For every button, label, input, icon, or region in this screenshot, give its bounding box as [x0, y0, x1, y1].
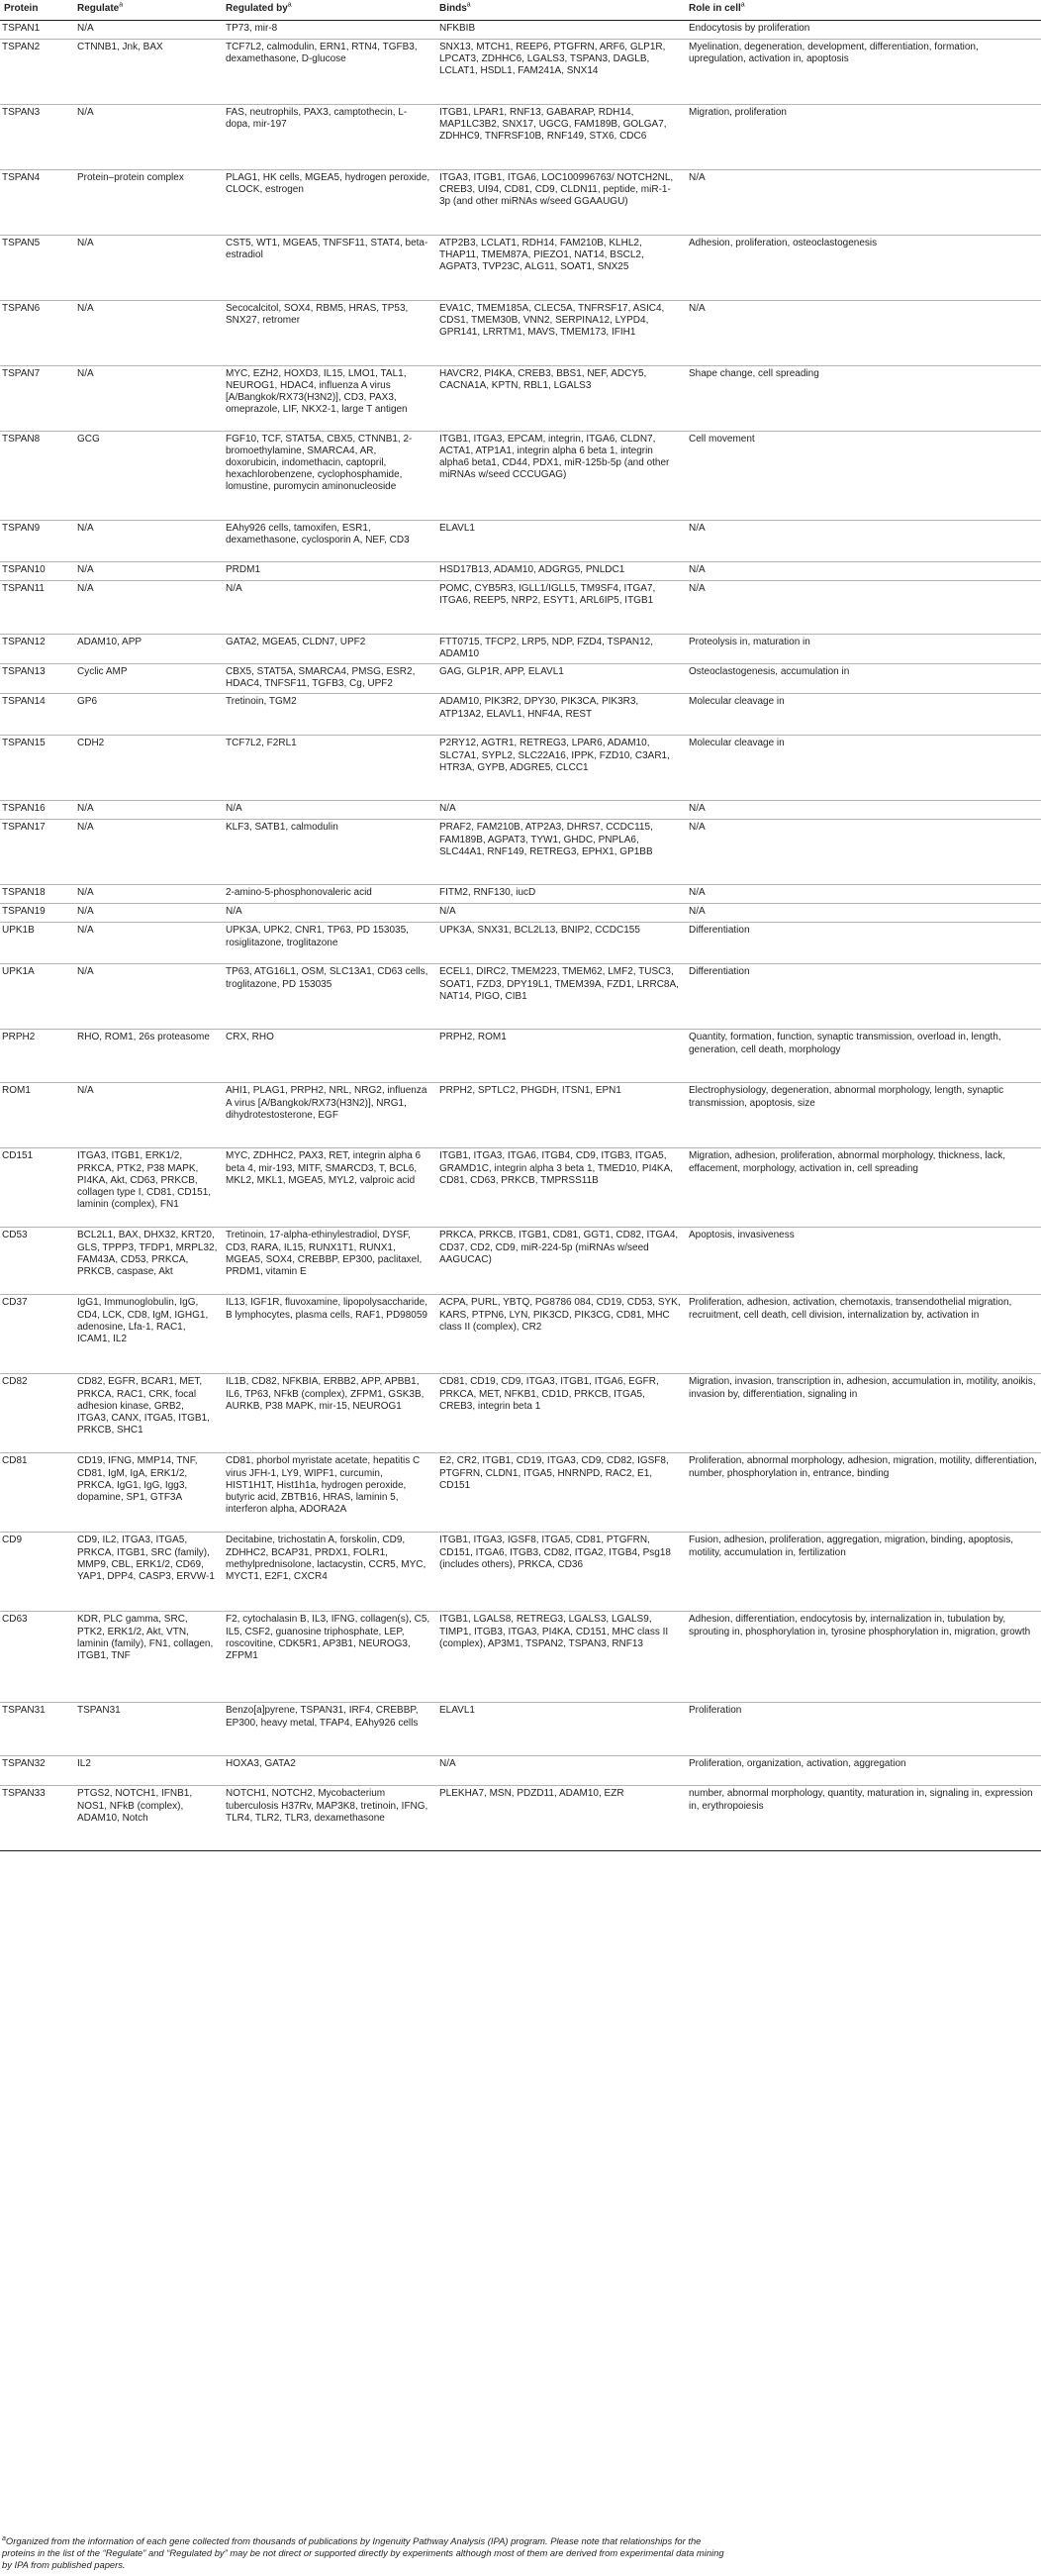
cell-binds: ITGB1, ITGA3, ITGA6, ITGB4, CD9, ITGB3, ITGA5, GRAMD1C, integrin alpha 3 beta 1, TMED10, PI4KA, CD81, CD63, PRKCB, TMPRSS11B	[435, 1148, 685, 1228]
cell-regulate: N/A	[73, 580, 222, 634]
cell-protein: TSPAN17	[0, 820, 73, 885]
cell-protein: TSPAN4	[0, 169, 73, 235]
header-protein: Protein	[0, 0, 73, 20]
cell-binds: P2RY12, AGTR1, RETREG3, LPAR6, ADAM10, SLC7A1, SYPL2, SLC22A16, IPPK, FZD10, C3AR1, HTR3A, GYPB, ADGRE5, CLCC1	[435, 736, 685, 801]
cell-protein: TSPAN12	[0, 634, 73, 663]
header-binds: Binds$^a$	[435, 0, 685, 20]
cell-regulate: N/A	[73, 923, 222, 964]
cell-binds: CD81, CD19, CD9, ITGA3, ITGB1, ITGA6, EGFR, PRKCA, MET, NFKB1, CD1D, PRKCB, ITGA5, CREB3, integrin beta 1	[435, 1374, 685, 1453]
cell-role: Migration, invasion, transcription in, adhesion, accumulation in, motility, anoikis, invasion by, differentiation, signaling in	[685, 1374, 1041, 1453]
cell-binds: N/A	[435, 801, 685, 820]
cell-protein: TSPAN33	[0, 1786, 73, 1851]
cell-regulate: N/A	[73, 964, 222, 1030]
cell-regulate: IL2	[73, 1756, 222, 1786]
header-role-in-cell: Role in cell$^a$	[685, 0, 1041, 20]
cell-protein: TSPAN19	[0, 904, 73, 923]
cell-protein: TSPAN10	[0, 561, 73, 580]
cell-binds: ELAVL1	[435, 1703, 685, 1756]
cell-protein: TSPAN14	[0, 694, 73, 736]
cell-binds: E2, CR2, ITGB1, CD19, ITGA3, CD9, CD82, IGSF8, PTGFRN, CLDN1, ITGA5, HNRNPD, RAC2, E1, CD151	[435, 1453, 685, 1533]
cell-regulated-by: F2, cytochalasin B, IL3, IFNG, collagen(s), C5, IL5, CSF2, guanosine triphosphate, LEP, roscovitine, CDK5R1, AP3B1, NEUROG3, ZFPM1	[222, 1612, 435, 1703]
cell-regulate: TSPAN31	[73, 1703, 222, 1756]
cell-role: N/A	[685, 801, 1041, 820]
table-row	[0, 1228, 1041, 1295]
table-row	[0, 39, 1041, 104]
cell-regulated-by: CRX, RHO	[222, 1030, 435, 1083]
cell-binds: N/A	[435, 1756, 685, 1786]
cell-role: Molecular cleavage in	[685, 736, 1041, 801]
cell-regulated-by: MYC, ZDHHC2, PAX3, RET, integrin alpha 6 beta 4, mir-193, MITF, SMARCD3, T, BCL6, MKL2, MKL1, MGEA5, MYL2, valproic acid	[222, 1148, 435, 1228]
cell-binds: UPK3A, SNX31, BCL2L13, BNIP2, CCDC155	[435, 923, 685, 964]
cell-regulated-by: PRDM1	[222, 561, 435, 580]
cell-regulate: N/A	[73, 235, 222, 300]
cell-regulated-by: FAS, neutrophils, PAX3, camptothecin, L-dopa, mir-197	[222, 104, 435, 169]
cell-regulated-by: AHI1, PLAG1, PRPH2, NRL, NRG2, influenza A virus [A/Bangkok/RX73(H3N2)], NRG1, dihydrotestosterone, EGF	[222, 1083, 435, 1148]
cell-role: Apoptosis, invasiveness	[685, 1228, 1041, 1295]
cell-role: Proliferation, organization, activation, aggregation	[685, 1756, 1041, 1786]
table-footnote	[2, 2535, 734, 2571]
cell-regulated-by: IL1B, CD82, NFKBIA, ERBB2, APP, APBB1, IL6, TP63, NFkB (complex), ZFPM1, GSK3B, AURKB, P38 MAPK, mir-15, NEUROG1	[222, 1374, 435, 1453]
cell-binds: FTT0715, TFCP2, LRP5, NDP, FZD4, TSPAN12, ADAM10	[435, 634, 685, 663]
cell-protein: TSPAN11	[0, 580, 73, 634]
cell-regulated-by: N/A	[222, 801, 435, 820]
cell-binds: ITGB1, ITGA3, IGSF8, ITGA5, CD81, PTGFRN, CD151, ITGA6, ITGB3, CD82, ITGA2, ITGB4, Psg18 (includes others), PRKCA, CD36	[435, 1533, 685, 1612]
cell-role: Endocytosis by proliferation	[685, 20, 1041, 39]
cell-protein: TSPAN7	[0, 365, 73, 431]
cell-role: Differentiation	[685, 964, 1041, 1030]
cell-regulate: N/A	[73, 520, 222, 561]
cell-regulated-by: Benzo[a]pyrene, TSPAN31, IRF4, CREBBP, EP300, heavy metal, TFAP4, EAhy926 cells	[222, 1703, 435, 1756]
cell-protein: TSPAN18	[0, 885, 73, 904]
cell-regulated-by: IL13, IGF1R, fluvoxamine, lipopolysaccharide, B lymphocytes, plasma cells, RAF1, PD98059	[222, 1295, 435, 1374]
cell-binds: ECEL1, DIRC2, TMEM223, TMEM62, LMF2, TUSC3, SOAT1, FZD3, DPY19L1, TMEM39A, FZD1, LRRC8A, NAT14, PIGO, CIB1	[435, 964, 685, 1030]
cell-regulate: KDR, PLC gamma, SRC, PTK2, ERK1/2, Akt, VTN, laminin (family), FN1, collagen, ITGB1, TNF	[73, 1612, 222, 1703]
header-row	[0, 0, 1041, 20]
cell-role: Proliferation	[685, 1703, 1041, 1756]
cell-regulate: N/A	[73, 561, 222, 580]
cell-role: Electrophysiology, degeneration, abnormal morphology, length, synaptic transmission, apoptosis, size	[685, 1083, 1041, 1148]
cell-binds: HAVCR2, PI4KA, CREB3, BBS1, NEF, ADCY5, CACNA1A, KPTN, RBL1, LGALS3	[435, 365, 685, 431]
table-row	[0, 1756, 1041, 1786]
cell-regulate: CD9, IL2, ITGA3, ITGA5, PRKCA, ITGB1, SRC (family), MMP9, CBL, ERK1/2, CD69, YAP1, DPP4, CASP3, ERVW-1	[73, 1533, 222, 1612]
cell-protein: TSPAN9	[0, 520, 73, 561]
cell-binds: PRAF2, FAM210B, ATP2A3, DHRS7, CCDC115, FAM189B, AGPAT3, TYW1, GHDC, PNPLA6, SLC44A1, RNF149, RETREG3, EPHX1, GP1BB	[435, 820, 685, 885]
cell-binds: PRPH2, ROM1	[435, 1030, 685, 1083]
cell-binds: ATP2B3, LCLAT1, RDH14, FAM210B, KLHL2, THAP11, TMEM87A, PIEZO1, NAT14, BSCL2, AGPAT3, TVP23C, ALG11, SOAT1, SNX25	[435, 235, 685, 300]
table-row	[0, 235, 1041, 300]
cell-regulate: ADAM10, APP	[73, 634, 222, 663]
cell-protein: UPK1A	[0, 964, 73, 1030]
cell-binds: HSD17B13, ADAM10, ADGRG5, PNLDC1	[435, 561, 685, 580]
table-row	[0, 1295, 1041, 1374]
cell-regulated-by: TCF7L2, F2RL1	[222, 736, 435, 801]
cell-regulated-by: TP73, mir-8	[222, 20, 435, 39]
cell-binds: NFKBIB	[435, 20, 685, 39]
table-row	[0, 300, 1041, 365]
table-row	[0, 1612, 1041, 1703]
cell-protein: CD9	[0, 1533, 73, 1612]
table-row	[0, 365, 1041, 431]
table-row	[0, 694, 1041, 736]
cell-protein: TSPAN16	[0, 801, 73, 820]
cell-binds: SNX13, MTCH1, REEP6, PTGFRN, ARF6, GLP1R, LPCAT3, ZDHHC6, LGALS3, TSPAN3, DAGLB, LCLAT1, HSDL1, FAM241A, SNX14	[435, 39, 685, 104]
cell-protein: CD81	[0, 1453, 73, 1533]
cell-protein: CD63	[0, 1612, 73, 1703]
cell-regulate: N/A	[73, 20, 222, 39]
cell-regulate: Protein–protein complex	[73, 169, 222, 235]
cell-regulated-by: HOXA3, GATA2	[222, 1756, 435, 1786]
cell-regulate: IgG1, Immunoglobulin, IgG, CD4, LCK, CD8, IgM, IGHG1, adenosine, Lfa-1, RAC1, ICAM1, IL2	[73, 1295, 222, 1374]
cell-regulated-by: CD81, phorbol myristate acetate, hepatitis C virus JFH-1, LY9, WIPF1, curcumin, HIST1H1T, Hist1h1a, hydrogen peroxide, butyric acid, ZBTB16, HRAS, laminin 5, interferon alpha, ADORA2A	[222, 1453, 435, 1533]
table-row	[0, 820, 1041, 885]
footnote-marker: a	[2, 2534, 6, 2542]
cell-regulated-by: PLAG1, HK cells, MGEA5, hydrogen peroxide, CLOCK, estrogen	[222, 169, 435, 235]
cell-protein: CD53	[0, 1228, 73, 1295]
cell-role: Migration, proliferation	[685, 104, 1041, 169]
cell-regulate: N/A	[73, 104, 222, 169]
table-row	[0, 520, 1041, 561]
table-row	[0, 431, 1041, 520]
cell-regulate: Cyclic AMP	[73, 663, 222, 693]
table-row	[0, 1030, 1041, 1083]
cell-regulate: BCL2L1, BAX, DHX32, KRT20, GLS, TPPP3, TFDP1, MRPL32, FAM43A, CD53, PRKCA, PRKCB, caspase, Akt	[73, 1228, 222, 1295]
cell-protein: TSPAN6	[0, 300, 73, 365]
cell-protein: TSPAN15	[0, 736, 73, 801]
cell-binds: ADAM10, PIK3R2, DPY30, PIK3CA, PIK3R3, ATP13A2, ELAVL1, HNF4A, REST	[435, 694, 685, 736]
table-row	[0, 20, 1041, 39]
cell-binds: ELAVL1	[435, 520, 685, 561]
cell-regulated-by: EAhy926 cells, tamoxifen, ESR1, dexamethasone, cyclosporin A, NEF, CD3	[222, 520, 435, 561]
table-body	[0, 20, 1041, 1851]
cell-role: N/A	[685, 520, 1041, 561]
table-row	[0, 104, 1041, 169]
cell-role: Proteolysis in, maturation in	[685, 634, 1041, 663]
cell-regulated-by: TP63, ATG16L1, OSM, SLC13A1, CD63 cells, troglitazone, PD 153035	[222, 964, 435, 1030]
header-regulate: Regulate$^a$	[73, 0, 222, 20]
table-row	[0, 1533, 1041, 1612]
cell-binds: POMC, CYB5R3, IGLL1/IGLL5, TM9SF4, ITGA7, ITGA6, REEP5, NRP2, ESYT1, ARL6IP5, ITGB1	[435, 580, 685, 634]
cell-protein: TSPAN31	[0, 1703, 73, 1756]
cell-regulated-by: FGF10, TCF, STAT5A, CBX5, CTNNB1, 2-bromoethylamine, SMARCA4, AR, doxorubicin, indomethacin, captopril, hexachlorobenzene, cyclophosphamide, lomustine, puromycin aminonucleoside	[222, 431, 435, 520]
cell-regulate: GP6	[73, 694, 222, 736]
table-row	[0, 1374, 1041, 1453]
cell-protein: UPK1B	[0, 923, 73, 964]
cell-regulate: ITGA3, ITGB1, ERK1/2, PRKCA, PTK2, P38 MAPK, PI4KA, Akt, CD63, PRKCB, collagen type I, CD81, CD151, laminin (complex), FN1	[73, 1148, 222, 1228]
header-regulated-by: Regulated $by^a$	[222, 0, 435, 20]
cell-regulated-by: MYC, EZH2, HOXD3, IL15, LMO1, TAL1, NEUROG1, HDAC4, influenza A virus [A/Bangkok/RX73(H3N2)], CD3, PAX3, omeprazole, LIF, NKX2-1, large T antigen	[222, 365, 435, 431]
cell-regulate: N/A	[73, 904, 222, 923]
cell-role: Migration, adhesion, proliferation, abnormal morphology, thickness, lack, effacement, morphology, activation in, cell spreading	[685, 1148, 1041, 1228]
cell-regulate: N/A	[73, 1083, 222, 1148]
table-row	[0, 169, 1041, 235]
cell-protein: TSPAN1	[0, 20, 73, 39]
cell-role: Adhesion, proliferation, osteoclastogenesis	[685, 235, 1041, 300]
cell-regulate: CTNNB1, Jnk, BAX	[73, 39, 222, 104]
cell-role: number, abnormal morphology, quantity, maturation in, signaling in, expression in, erythropoiesis	[685, 1786, 1041, 1851]
table-row	[0, 923, 1041, 964]
cell-regulated-by: GATA2, MGEA5, CLDN7, UPF2	[222, 634, 435, 663]
cell-protein: TSPAN2	[0, 39, 73, 104]
cell-binds: EVA1C, TMEM185A, CLEC5A, TNFRSF17, ASIC4, CDS1, TMEM30B, VNN2, SERPINA12, LYPD4, GPR141, LRRTM1, MAVS, TMEM173, IFIH1	[435, 300, 685, 365]
table-row	[0, 964, 1041, 1030]
cell-regulated-by: Tretinoin, 17-alpha-ethinylestradiol, DYSF, CD3, RARA, IL15, RUNX1T1, RUNX1, MGEA5, SOX4, CREBBP, EP300, paclitaxel, PRDM1, vitamin E	[222, 1228, 435, 1295]
cell-role: Quantity, formation, function, synaptic transmission, overload in, length, generation, cell death, morphology	[685, 1030, 1041, 1083]
cell-regulate: N/A	[73, 820, 222, 885]
table-row	[0, 801, 1041, 820]
cell-regulated-by: KLF3, SATB1, calmodulin	[222, 820, 435, 885]
table-row	[0, 1786, 1041, 1851]
cell-regulated-by: Decitabine, trichostatin A, forskolin, CD9, ZDHHC2, BCAP31, PRDX1, FOLR1, methylprednisolone, lactacystin, CCR5, MYC, MYCT1, E2F1, CXCR4	[222, 1533, 435, 1612]
cell-protein: CD151	[0, 1148, 73, 1228]
cell-regulated-by: CST5, WT1, MGEA5, TNFSF11, STAT4, beta-estradiol	[222, 235, 435, 300]
cell-regulate: N/A	[73, 801, 222, 820]
table-row	[0, 1148, 1041, 1228]
cell-regulate: CD82, EGFR, BCAR1, MET, PRKCA, RAC1, CRK, focal adhesion kinase, GRB2, ITGA3, CANX, ITGA5, ITGB1, PRKCB, SHC1	[73, 1374, 222, 1453]
cell-role: Proliferation, adhesion, activation, chemotaxis, transendothelial migration, recruitment, cell death, cell division, internalization by, activation in	[685, 1295, 1041, 1374]
cell-role: N/A	[685, 904, 1041, 923]
cell-regulate: N/A	[73, 300, 222, 365]
cell-role: Molecular cleavage in	[685, 694, 1041, 736]
cell-role: Proliferation, abnormal morphology, adhesion, migration, motility, differentiation, number, phosphorylation in, entrance, binding	[685, 1453, 1041, 1533]
cell-protein: TSPAN3	[0, 104, 73, 169]
table-row	[0, 1453, 1041, 1533]
table-row	[0, 1703, 1041, 1756]
cell-binds: PRKCA, PRKCB, ITGB1, CD81, GGT1, CD82, ITGA4, CD37, CD2, CD9, miR-224-5p (miRNAs w/seed AAGUCAC)	[435, 1228, 685, 1295]
cell-protein: CD82	[0, 1374, 73, 1453]
cell-role: N/A	[685, 885, 1041, 904]
cell-role: Adhesion, differentiation, endocytosis by, internalization in, tubulation by, sprouting in, phosphorylation in, tyrosine phosphorylation in, migration, growth	[685, 1612, 1041, 1703]
table-row	[0, 634, 1041, 663]
cell-binds: ITGB1, LPAR1, RNF13, GABARAP, RDH14, MAP1LC3B2, SNX17, UGCG, FAM189B, GOLGA7, ZDHHC9, TNFRSF10B, RNF149, STX6, CDC6	[435, 104, 685, 169]
table-row	[0, 885, 1041, 904]
cell-binds: FITM2, RNF130, iucD	[435, 885, 685, 904]
table-row	[0, 580, 1041, 634]
cell-regulated-by: N/A	[222, 904, 435, 923]
cell-role: Fusion, adhesion, proliferation, aggregation, migration, binding, apoptosis, motility, accumulation in, fertilization	[685, 1533, 1041, 1612]
cell-protein: PRPH2	[0, 1030, 73, 1083]
cell-role: Cell movement	[685, 431, 1041, 520]
cell-protein: CD37	[0, 1295, 73, 1374]
cell-binds: PLEKHA7, MSN, PDZD11, ADAM10, EZR	[435, 1786, 685, 1851]
table-row	[0, 561, 1041, 580]
cell-protein: TSPAN5	[0, 235, 73, 300]
cell-regulate: PTGS2, NOTCH1, IFNB1, NOS1, NFkB (complex), ADAM10, Notch	[73, 1786, 222, 1851]
table-row	[0, 1083, 1041, 1148]
cell-protein: TSPAN8	[0, 431, 73, 520]
table-row	[0, 736, 1041, 801]
cell-regulated-by: CBX5, STAT5A, SMARCA4, PMSG, ESR2, HDAC4, TNFSF11, TGFB3, Cg, UPF2	[222, 663, 435, 693]
cell-binds: PRPH2, SPTLC2, PHGDH, ITSN1, EPN1	[435, 1083, 685, 1148]
cell-regulated-by: Tretinoin, TGM2	[222, 694, 435, 736]
cell-regulate: RHO, ROM1, 26s proteasome	[73, 1030, 222, 1083]
cell-role: N/A	[685, 820, 1041, 885]
cell-regulated-by: NOTCH1, NOTCH2, Mycobacterium tuberculosis H37Rv, MAP3K8, tretinoin, IFNG, TLR4, TLR2, TLR3, dexamethasone	[222, 1786, 435, 1851]
table-row	[0, 663, 1041, 693]
cell-binds: N/A	[435, 904, 685, 923]
cell-regulate: N/A	[73, 365, 222, 431]
table-row	[0, 904, 1041, 923]
footnote-text: Organized from the information of each gene collected from thousands of publications by Ingenuity Pathway Analysis (IPA) program. Please note that relationships for the proteins in the list of the “Regulate” and “Regulated by” may be not direct or supported directly by experiments although most of them are derived from experimental data mining by IPA from published papers.	[2, 2535, 724, 2570]
cell-role: N/A	[685, 300, 1041, 365]
cell-binds: ITGB1, ITGA3, EPCAM, integrin, ITGA6, CLDN7, ACTA1, ATP1A1, integrin alpha 6 beta 1, integrin alpha6 beta1, CD44, PDX1, miR-125b-5p (and other miRNAs w/seed CCCUGAG)	[435, 431, 685, 520]
cell-regulated-by: N/A	[222, 580, 435, 634]
cell-protein: ROM1	[0, 1083, 73, 1148]
cell-role: Shape change, cell spreading	[685, 365, 1041, 431]
cell-regulate: N/A	[73, 885, 222, 904]
cell-protein: TSPAN13	[0, 663, 73, 693]
cell-protein: TSPAN32	[0, 1756, 73, 1786]
cell-binds: ACPA, PURL, YBTQ, PG8786 084, CD19, CD53, SYK, KARS, PTPN6, LYN, PIK3CD, PIK3CG, CD81, MHC class II (complex), CR2	[435, 1295, 685, 1374]
cell-regulate: GCG	[73, 431, 222, 520]
cell-role: Myelination, degeneration, development, differentiation, formation, upregulation, activation in, apoptosis	[685, 39, 1041, 104]
cell-role: Osteoclastogenesis, accumulation in	[685, 663, 1041, 693]
cell-role: N/A	[685, 561, 1041, 580]
cell-regulated-by: UPK3A, UPK2, CNR1, TP63, PD 153035, rosiglitazone, troglitazone	[222, 923, 435, 964]
cell-regulate: CD19, IFNG, MMP14, TNF, CD81, IgM, IgA, ERK1/2, PRKCA, IgG1, IgG, Igg3, dopamine, SP1, GTF3A	[73, 1453, 222, 1533]
cell-regulated-by: Secocalcitol, SOX4, RBM5, HRAS, TP53, SNX27, retromer	[222, 300, 435, 365]
cell-regulated-by: 2-amino-5-phosphonovaleric acid	[222, 885, 435, 904]
cell-role: N/A	[685, 580, 1041, 634]
cell-role: Differentiation	[685, 923, 1041, 964]
cell-binds: ITGA3, ITGB1, ITGA6, LOC100996763/ NOTCH2NL, CREB3, UI94, CD81, CD9, CLDN11, peptide, miR-1-3p (and other miRNAs w/seed GGAAUGU)	[435, 169, 685, 235]
cell-binds: ITGB1, LGALS8, RETREG3, LGALS3, LGALS9, TIMP1, ITGB3, ITGA3, PI4KA, CD151, MHC class II (complex), AP3M1, TSPAN2, TSPAN3, RNF13	[435, 1612, 685, 1703]
cell-binds: GAG, GLP1R, APP, ELAVL1	[435, 663, 685, 693]
cell-role: N/A	[685, 169, 1041, 235]
cell-regulated-by: TCF7L2, calmodulin, ERN1, RTN4, TGFB3, dexamethasone, D-glucose	[222, 39, 435, 104]
cell-regulate: CDH2	[73, 736, 222, 801]
